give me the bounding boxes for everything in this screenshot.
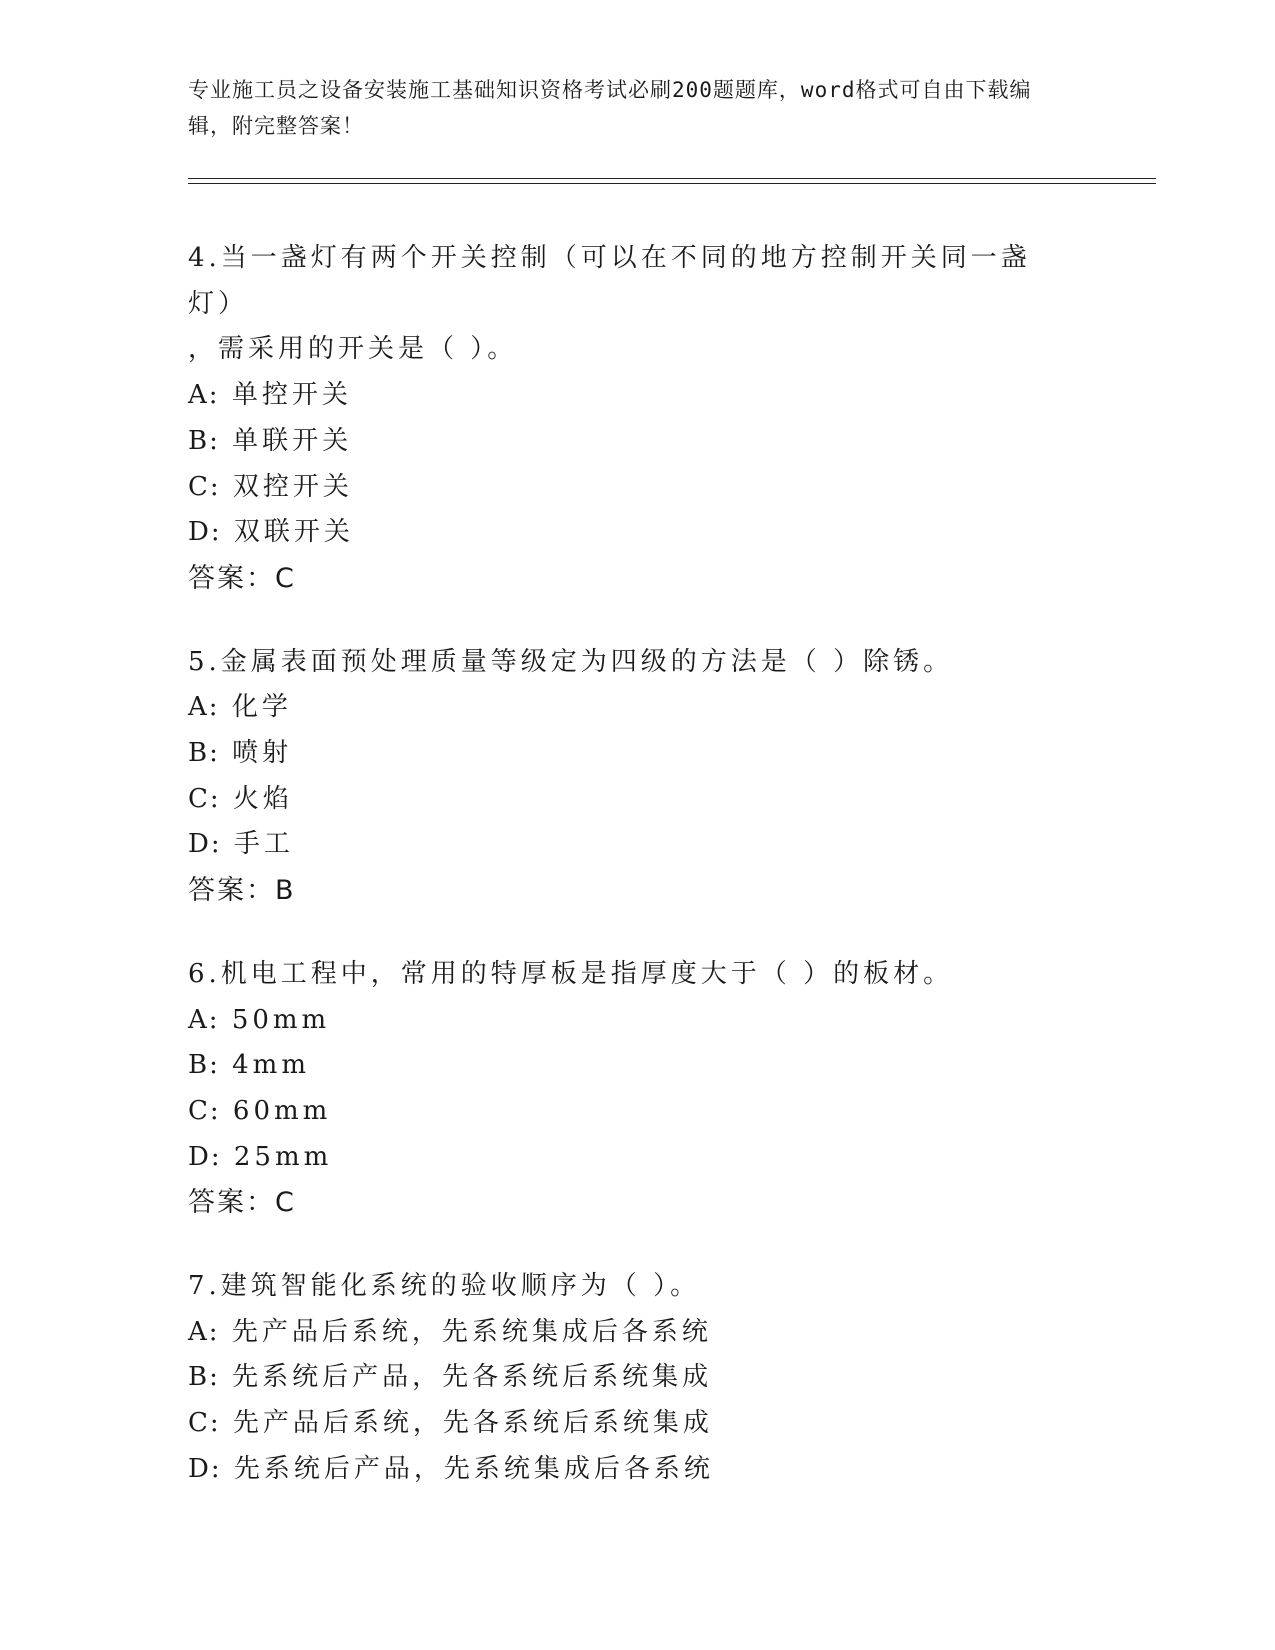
- question-stem: 6.机电工程中，常用的特厚板是指厚度大于（ ）的板材。: [188, 958, 954, 989]
- option-c: [188, 1089, 1088, 1135]
- option-c: [188, 777, 1088, 823]
- option-a: [188, 685, 1088, 731]
- document-header: 专业施工员之设备安装施工基础知识资格考试必刷200题题库，word格式可自由下载编辑，附完整答案！: [188, 78, 1032, 138]
- answer-line: 答案：C: [188, 1187, 296, 1219]
- answer-line: 答案：B: [188, 875, 296, 907]
- option-text: 双控开关: [232, 471, 353, 502]
- option-letter: C:: [188, 1408, 221, 1439]
- option-text: 60mm: [232, 1095, 332, 1126]
- question-item: [188, 640, 1088, 914]
- question-item: [188, 952, 1088, 1226]
- option-letter: D:: [188, 1141, 222, 1172]
- option-a: [188, 1310, 1088, 1356]
- option-letter: A:: [188, 692, 220, 723]
- option-text: 25mm: [233, 1141, 333, 1172]
- question-item: [188, 236, 1088, 602]
- question-stem: 7.建筑智能化系统的验收顺序为（ ）。: [188, 1271, 701, 1302]
- option-letter: D:: [188, 829, 222, 860]
- option-text: 单控开关: [231, 380, 352, 411]
- option-a: [188, 998, 1088, 1044]
- header-divider-top: [188, 178, 1156, 179]
- option-letter: C:: [188, 471, 221, 502]
- header-divider-bottom: [188, 183, 1156, 184]
- option-letter: D:: [188, 1453, 222, 1484]
- option-letter: B:: [188, 738, 220, 769]
- option-d: [188, 1135, 1088, 1181]
- option-b: [188, 1355, 1088, 1401]
- question-stem: 4.当一盏灯有两个开关控制（可以在不同的地方控制开关同一盏灯） ，需采用的开关是（ ）。: [188, 243, 1031, 365]
- option-d: [188, 1447, 1088, 1493]
- answer-line: 答案：C: [188, 562, 296, 594]
- option-b: [188, 419, 1088, 465]
- option-c: [188, 465, 1088, 511]
- option-letter: A:: [188, 380, 220, 411]
- question-item: [188, 1264, 1088, 1493]
- option-letter: C:: [188, 783, 221, 814]
- option-text: 单联开关: [232, 425, 353, 456]
- option-text: 先产品后系统，先系统集成后各系统: [231, 1316, 712, 1347]
- option-letter: C:: [188, 1095, 221, 1126]
- option-letter: A:: [188, 1316, 220, 1347]
- option-text: 双联开关: [233, 517, 354, 548]
- option-letter: B:: [188, 1050, 220, 1081]
- option-text: 4mm: [232, 1050, 310, 1081]
- option-letter: B:: [188, 1362, 220, 1393]
- option-c: [188, 1401, 1088, 1447]
- option-text: 先产品后系统，先各系统后系统集成: [232, 1408, 713, 1439]
- option-b: [188, 731, 1088, 777]
- option-text: 火焰: [232, 783, 293, 814]
- option-text: 化学: [231, 692, 292, 723]
- option-text: 先系统后产品，先系统集成后各系统: [233, 1453, 714, 1484]
- option-text: 先系统后产品，先各系统后系统集成: [232, 1362, 713, 1393]
- option-letter: A:: [188, 1004, 220, 1035]
- option-a: [188, 373, 1088, 419]
- option-text: 50mm: [231, 1004, 331, 1035]
- option-letter: D:: [188, 517, 222, 548]
- option-text: 手工: [233, 829, 294, 860]
- option-d: [188, 510, 1088, 556]
- option-text: 喷射: [232, 738, 293, 769]
- option-letter: B:: [188, 425, 220, 456]
- option-b: [188, 1043, 1088, 1089]
- option-d: [188, 822, 1088, 868]
- question-stem: 5.金属表面预处理质量等级定为四级的方法是（ ）除锈。: [188, 646, 954, 677]
- question-list: [188, 236, 1088, 1531]
